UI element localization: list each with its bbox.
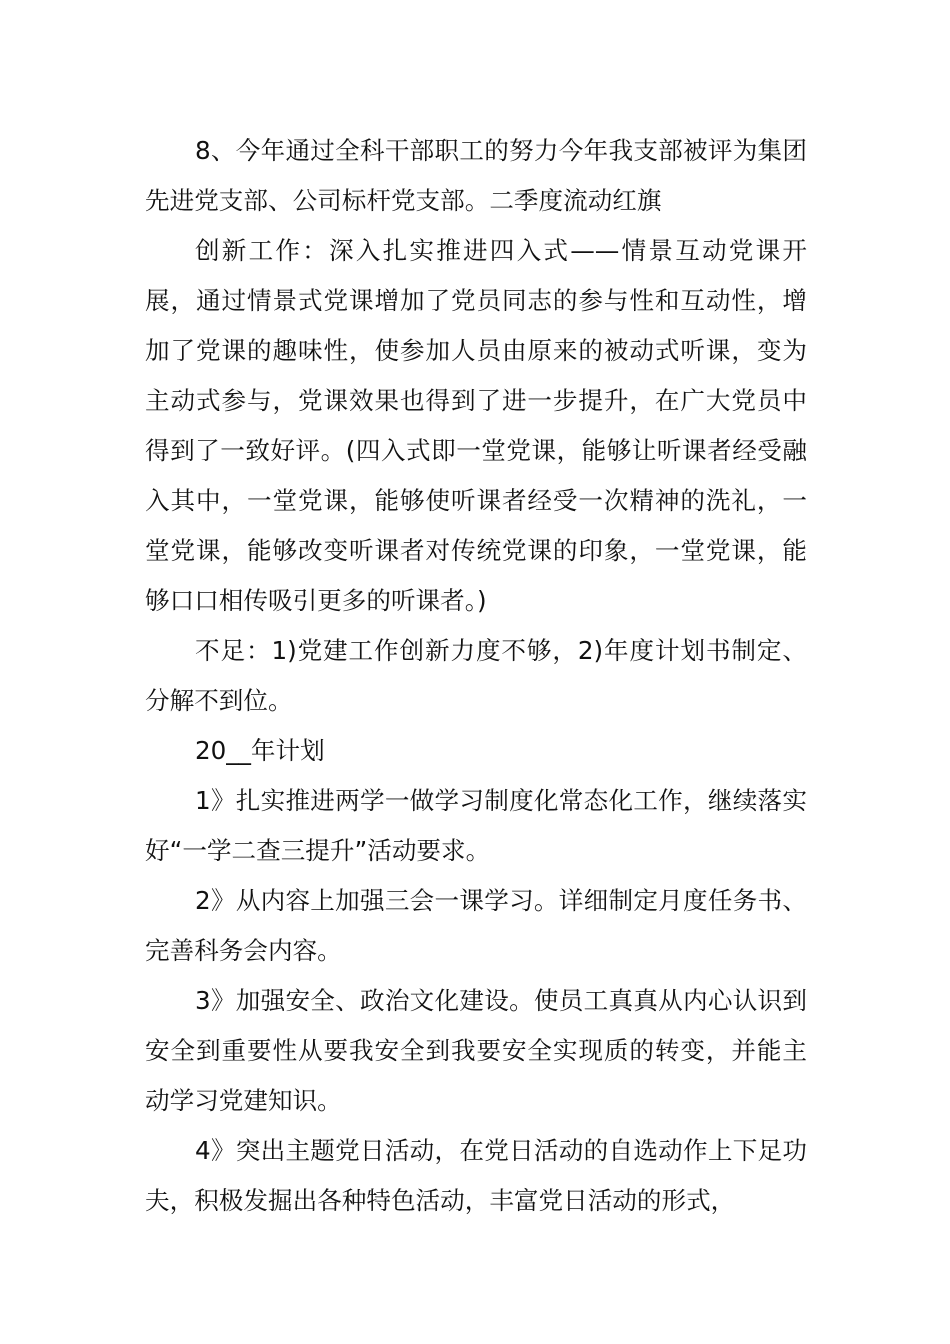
paragraph-plan-item-3: 3》加强安全、政治文化建设。使员工真真从内心认识到安全到重要性从要我安全到我要安全实现质的转变，并能主动学习党建知识。 [145, 986, 807, 1115]
paragraph-plan-item-1: 1》扎实推进两学一做学习制度化常态化工作，继续落实好“一学二查三提升”活动要求。 [145, 786, 807, 865]
paragraph-plan-item-4: 4》突出主题党日活动，在党日活动的自选动作上下足功夫，积极发掘出各种特色活动，丰富党日活动的形式， [145, 1136, 807, 1215]
section-heading-plan: 20__年计划 [195, 736, 325, 765]
paragraph-shortcomings: 不足：1)党建工作创新力度不够，2)年度计划书制定、分解不到位。 [145, 636, 807, 715]
paragraph-plan-item-2: 2》从内容上加强三会一课学习。详细制定月度任务书、完善科务会内容。 [145, 886, 807, 965]
document-body [145, 126, 807, 1226]
paragraph-honors: 8、今年通过全科干部职工的努力今年我支部被评为集团先进党支部、公司标杆党支部。二季度流动红旗 [145, 136, 807, 215]
paragraph-innovation: 创新工作：深入扎实推进四入式——情景互动党课开展，通过情景式党课增加了党员同志的参与性和互动性，增加了党课的趣味性，使参加人员由原来的被动式听课，变为主动式参与，党课效果也得到了进一步提升，在广大党员中得到了一致好评。(四入式即一堂党课，能够让听课者经受融入其中，一堂党课，能够使听课者经受一次精神的洗礼，一堂党课，能够改变听课者对传统党课的印象，一堂党课，能够口口相传吸引更多的听课者。) [145, 236, 807, 615]
